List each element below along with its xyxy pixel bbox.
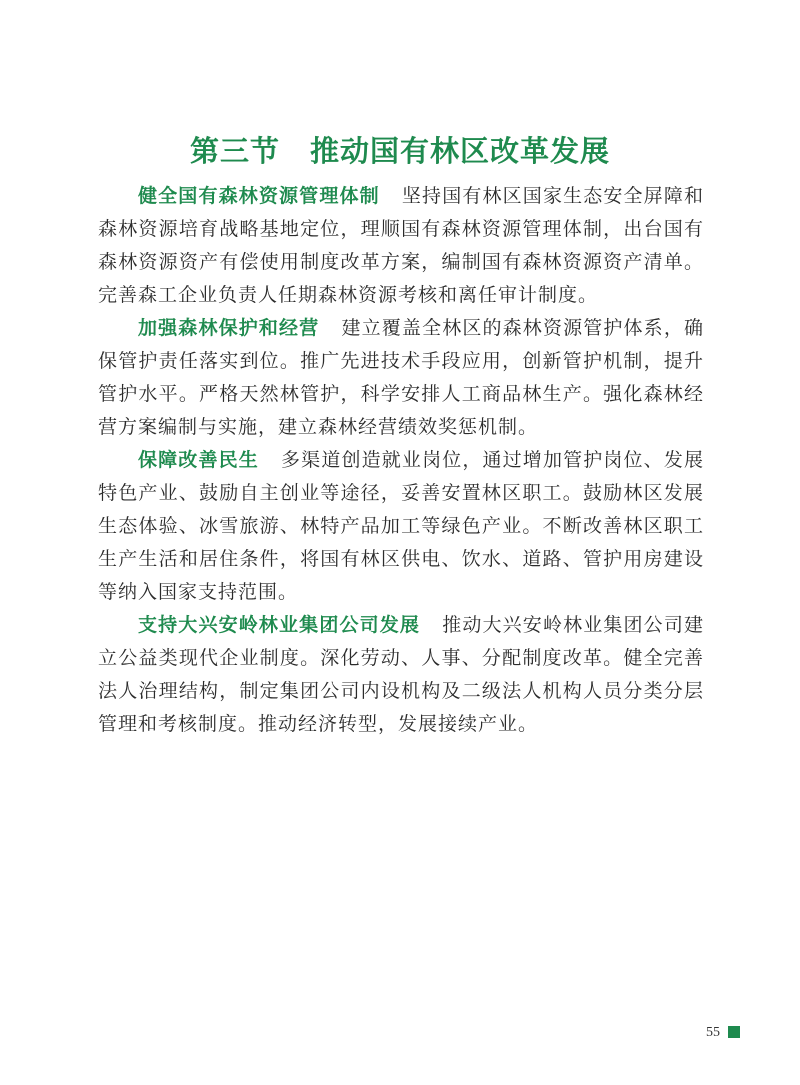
paragraph-daxinganling-group [98, 609, 704, 741]
paragraph-forest-protection [98, 312, 704, 444]
paragraph-text: 推动大兴安岭林业集团公司建立公益类现代企业制度。深化劳动、人事、分配制度改革。健全完善法人治理结构，制定集团公司内设机构及二级法人机构人员分类分层管理和考核制度。推动经济转型，发展接续产业。 [98, 614, 704, 735]
page-marker-square [728, 1026, 740, 1038]
paragraph-heading: 支持大兴安岭林业集团公司发展 [138, 614, 421, 636]
paragraph-text: 多渠道创造就业岗位，通过增加管护岗位、发展特色产业、鼓励自主创业等途径，妥善安置林区职工。鼓励林区发展生态体验、冰雪旅游、林特产品加工等绿色产业。不断改善林区职工生产生活和居住条件，将国有林区供电、饮水、道路、管护用房建设等纳入国家支持范围。 [98, 449, 704, 603]
paragraph-heading: 健全国有森林资源管理体制 [138, 185, 380, 207]
paragraph-heading: 加强森林保护和经营 [138, 317, 320, 339]
paragraph-text: 坚持国有林区国家生态安全屏障和森林资源培育战略基地定位，理顺国有森林资源管理体制，出台国有森林资源资产有偿使用制度改革方案，编制国有森林资源资产清单。完善森工企业负责人任期森林资源考核和离任审计制度。 [98, 185, 704, 306]
paragraph-livelihood [98, 444, 704, 609]
paragraph-heading: 保障改善民生 [138, 449, 259, 471]
paragraph-forest-resource-management [98, 180, 704, 312]
page-title: 第三节 推动国有林区改革发展 [189, 134, 610, 169]
body-text [98, 180, 704, 741]
paragraph-text: 建立覆盖全林区的森林资源管护体系，确保管护责任落实到位。推广先进技术手段应用，创新管护机制，提升管护水平。严格天然林管护，科学安排人工商品林生产。强化森林经营方案编制与实施，建立森林经营绩效奖惩机制。 [98, 317, 704, 438]
page-number: 55 [706, 1025, 720, 1040]
